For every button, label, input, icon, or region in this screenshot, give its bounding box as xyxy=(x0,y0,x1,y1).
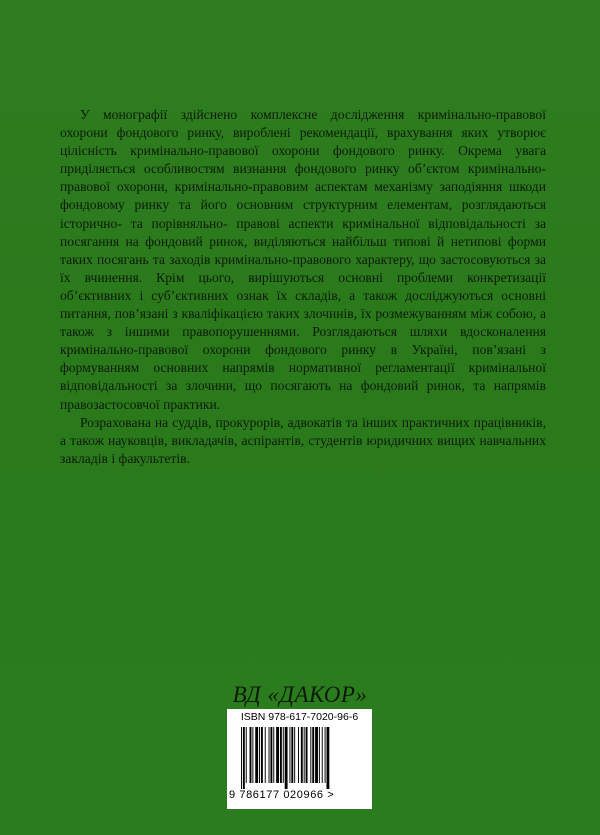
barcode-stripe xyxy=(285,727,288,789)
publisher-logo: ВД «ДАКОР» xyxy=(232,682,368,707)
barcode-stripe xyxy=(265,727,266,783)
annotation-paragraph: У монографії здійснено комплексне дослідження кримінально-правової охорони фондового ринку, вироблені рекомендації, врахування яких утворює цілісність кримінально-правової охорони фондового ринку. Окрема увага приділяється особливостям визнання фондового ринку об’єктом кримінально-правової охорони, кримінально-правовим аспектам механізму заподіяння шкоди фондовому ринку та його основним структурним елементам, розглядаються історично- та порівняльно- правові аспекти кримінальної відповідальності за посягання на фондовий ринок, виділяються найбільш типові й нетипові форми таких посягань та заходів кримінально-правового характеру, що застосовуються за їх вчинення. Крім цього, вирішуються основні проблеми конкретизації об’єктивних і суб’єктивних ознак їх складів, а також досліджуються основні питання, пов’язані з кваліфікацією таких злочинів, їх розмежуванням між собою, а також з іншими правопорушеннями. Розглядаються шляхи вдосконалення кримінально-правової охорони фондового ринку в Україні, пов’язані з формуванням основних напрямів нормативної регламентації кримінальної відповідальності за злочини, що посягають на фондовий ринок, та напрямів правозастосовчої практики. xyxy=(60,107,546,412)
isbn-label: ISBN 978-617-7020-96-6 xyxy=(240,711,359,723)
annotation-paragraph: Розрахована на суддів, прокурорів, адвокатів та інших практичних працівників, а також науковців, викладачів, аспірантів, студентів юридичних вищих навчальних закладів і факультетів. xyxy=(60,414,546,466)
barcode-stripe xyxy=(312,727,314,783)
barcode-stripe xyxy=(280,727,282,783)
barcode-stripe xyxy=(322,727,323,783)
barcode-stripe xyxy=(327,727,330,789)
barcode-stripe xyxy=(270,727,272,783)
barcode-stripe xyxy=(319,727,320,783)
barcode-stripe xyxy=(252,727,253,783)
barcode-stripe xyxy=(283,727,284,783)
barcode-stripe xyxy=(255,727,258,783)
barcode-stripe xyxy=(315,727,318,783)
barcode-stripe xyxy=(294,727,295,783)
barcode-stripe xyxy=(325,727,326,783)
barcode-stripe xyxy=(261,727,263,783)
barcode-stripe xyxy=(289,727,290,783)
barcode-stripe xyxy=(306,727,308,783)
barcode-stripe xyxy=(259,727,260,783)
barcode-stripe xyxy=(276,727,279,783)
barcode-digits: 9 786177 020966 > xyxy=(229,789,335,801)
barcode-stripe xyxy=(301,727,303,783)
barcode-stripe xyxy=(310,727,311,783)
annotation-text xyxy=(60,106,546,468)
barcode-stripe xyxy=(304,727,305,783)
barcode-stripe xyxy=(246,727,247,783)
barcode-stripe xyxy=(269,727,270,783)
barcode-stripe xyxy=(298,727,299,783)
barcode-stripe xyxy=(273,727,274,783)
barcode-stripe xyxy=(250,727,252,783)
isbn-barcode xyxy=(227,709,372,809)
barcode-bars xyxy=(241,727,359,789)
barcode-stripe xyxy=(241,727,242,789)
barcode-stripe xyxy=(291,727,293,783)
barcode-stripe xyxy=(243,727,245,789)
